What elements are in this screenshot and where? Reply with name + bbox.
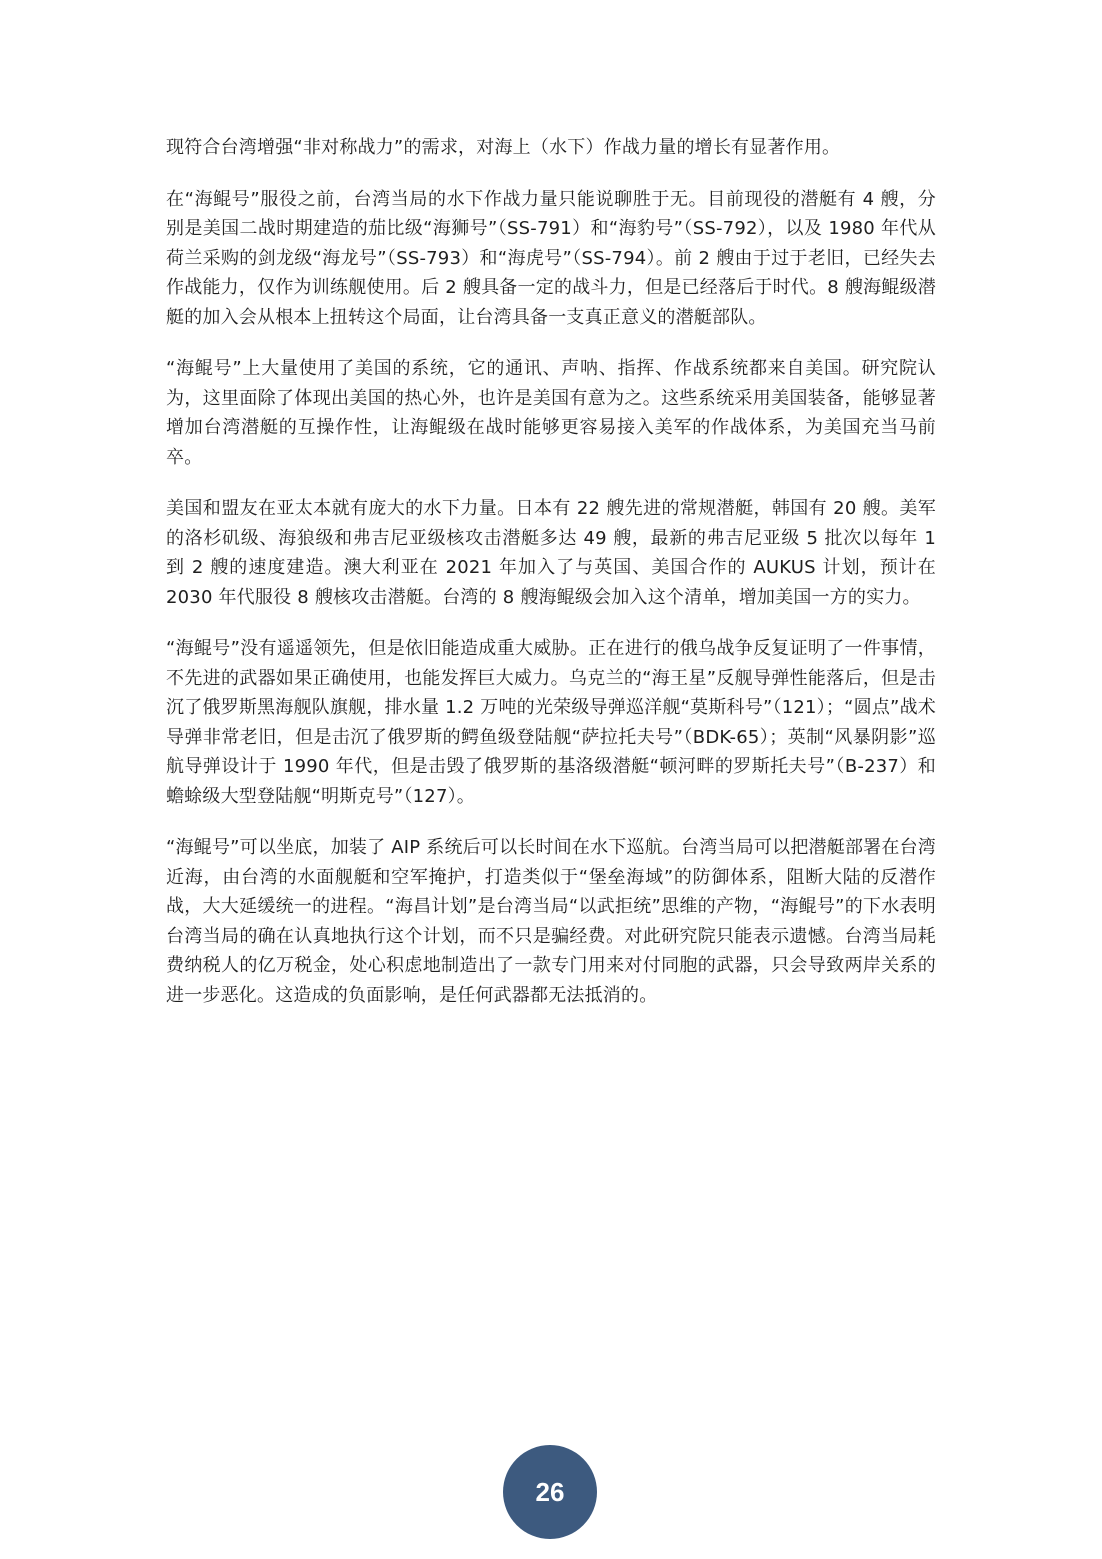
paragraph: “海鲲号”没有遥遥领先，但是依旧能造成重大威胁。正在进行的俄乌战争反复证明了一件事情，不先进的武器如果正确使用，也能发挥巨大威力。乌克兰的“海王星”反舰导弹性能落后，但是击沉了俄罗斯黑海舰队旗舰，排水量 1.2 万吨的光荣级导弹巡洋舰“莫斯科号”（121）；“圆点”战术导弹非常老旧，但是击沉了俄罗斯的鳄鱼级登陆舰“萨拉托夫号”（BDK-65）；英制“风暴阴影”巡航导弹设计于 1990 年代，但是击毁了俄罗斯的基洛级潜艇“顿河畔的罗斯托夫号”（B-237）和蟾蜍级大型登陆舰“明斯克号”（127）。	[166, 638, 936, 807]
paragraph: “海鲲号”上大量使用了美国的系统，它的通讯、声呐、指挥、作战系统都来自美国。研究院认为，这里面除了体现出美国的热心外，也许是美国有意为之。这些系统采用美国装备，能够显著增加台湾潜艇的互操作性，让海鲲级在战时能够更容易接入美军的作战体系，为美国充当马前卒。	[166, 358, 936, 468]
paragraph: 现符合台湾增强“非对称战力”的需求，对海上（水下）作战力量的增长有显著作用。	[166, 137, 841, 158]
paragraph: “海鲲号”可以坐底，加装了 AIP 系统后可以长时间在水下巡航。台湾当局可以把潜艇部署在台湾近海，由台湾的水面舰艇和空军掩护，打造类似于“堡垒海域”的防御体系，阻断大陆的反潜作战，大大延缓统一的进程。“海昌计划”是台湾当局“以武拒统”思维的产物，“海鲲号”的下水表明台湾当局的确在认真地执行这个计划，而不只是骗经费。对此研究院只能表示遗憾。台湾当局耗费纳税人的亿万税金，处心积虑地制造出了一款专门用来对付同胞的武器，只会导致两岸关系的进一步恶化。这造成的负面影响，是任何武器都无法抵消的。	[166, 837, 936, 1006]
paragraph: 美国和盟友在亚太本就有庞大的水下力量。日本有 22 艘先进的常规潜艇，韩国有 20 艘。美军的洛杉矶级、海狼级和弗吉尼亚级核攻击潜艇多达 49 艘，最新的弗吉尼亚级 5 批次以每年 1 到 2 艘的速度建造。澳大利亚在 2021 年加入了与英国、美国合作的 AUKUS 计划，预计在 2030 年代服役 8 艘核攻击潜艇。台湾的 8 艘海鲲级会加入这个清单，增加美国一方的实力。	[166, 498, 936, 608]
paragraph: 在“海鲲号”服役之前，台湾当局的水下作战力量只能说聊胜于无。目前现役的潜艇有 4 艘，分别是美国二战时期建造的茄比级“海狮号”（SS-791）和“海豹号”（SS-792），以及 1980 年代从荷兰采购的剑龙级“海龙号”（SS-793）和“海虎号”（SS-794）。前 2 艘由于过于老旧，已经失去作战能力，仅作为训练舰使用。后 2 艘具备一定的战斗力，但是已经落后于时代。8 艘海鲲级潜艇的加入会从根本上扭转这个局面，让台湾具备一支真正意义的潜艇部队。	[166, 188, 936, 328]
page-number: 26	[535, 1476, 565, 1507]
page-number-badge	[503, 1445, 597, 1539]
document-body	[166, 133, 936, 1032]
